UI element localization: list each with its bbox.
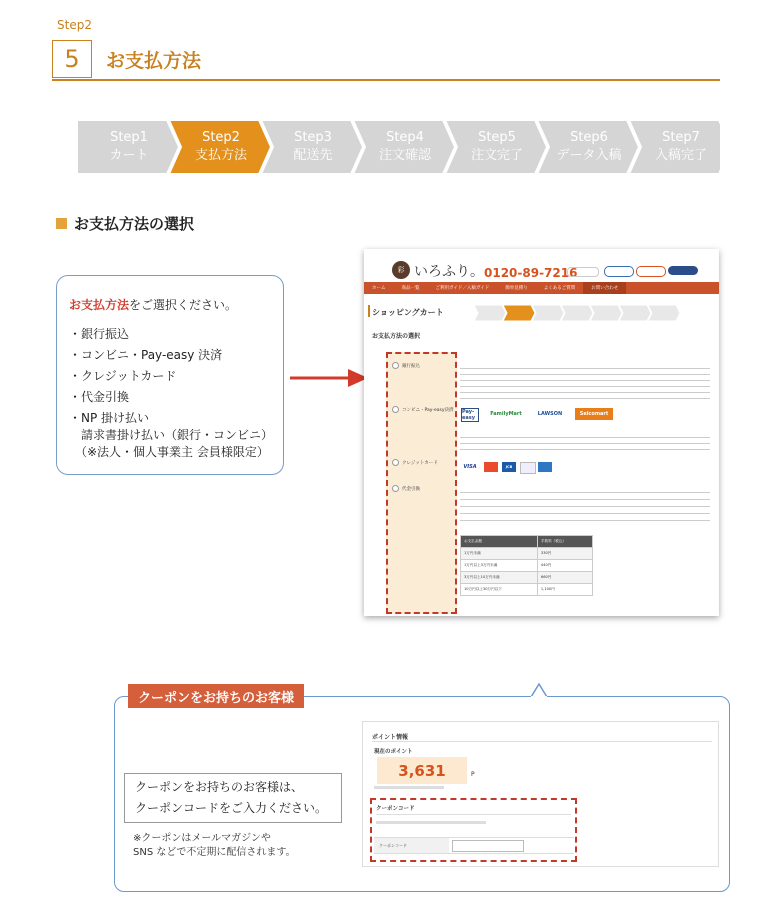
list-item-np — [69, 410, 273, 461]
coupon-note — [133, 832, 296, 860]
progress-step-label: データ入稿 — [556, 148, 622, 163]
option-label: 銀行振込 — [402, 364, 420, 369]
convenience-description — [460, 432, 710, 450]
table-row — [461, 560, 593, 572]
mini-step-shape — [590, 305, 622, 321]
progress-step-5 — [451, 120, 543, 174]
points-title: ポイント情報 — [372, 734, 409, 741]
table-row — [461, 584, 593, 596]
nav-item[interactable]: ご利用ガイド／入稿ガイド — [435, 286, 490, 291]
unavailable-note — [558, 462, 598, 472]
table-cell: 330円 — [537, 548, 592, 560]
progress-step-4 — [359, 120, 451, 174]
callout-lead-rest: をご選択ください。 — [129, 298, 238, 312]
table-row — [461, 548, 593, 560]
pay-easy-logo: Pay-easy — [461, 408, 479, 422]
title-rule — [52, 79, 720, 81]
progress-step-number: Step3 — [294, 130, 332, 145]
header-button[interactable] — [636, 266, 666, 277]
option-label: クレジットカード — [402, 461, 438, 466]
mini-progress — [474, 305, 704, 321]
familymart-logo: FamilyMart — [490, 411, 522, 417]
payment-method-callout — [56, 275, 284, 475]
points-label: 現在のポイント — [374, 749, 413, 755]
np-line2: 請求書掛け払い（銀行・コンビニ） — [81, 428, 274, 442]
table-row — [461, 536, 593, 548]
points-value: 3,631 — [377, 757, 467, 784]
amex-logo — [538, 462, 552, 472]
header-button[interactable] — [604, 266, 634, 277]
option-label: 代金引換 — [402, 487, 420, 492]
callout-lead — [69, 296, 237, 313]
mini-step-shape — [648, 305, 680, 321]
payment-page-screenshot — [364, 249, 719, 616]
table-cell: 440円 — [537, 560, 592, 572]
progress-step-label: 注文完了 — [470, 148, 523, 163]
progress-step-3 — [267, 120, 359, 174]
section-heading-text: お支払方法の選択 — [74, 215, 195, 233]
progress-step-number: Step2 — [202, 130, 240, 145]
coupon-note-line1: ※クーポンはメールマガジンや — [133, 833, 271, 844]
site-logo-text: いろふり。 — [414, 264, 484, 280]
table-cell: 1万円以上3万円未満 — [461, 560, 538, 572]
table-cell: 660円 — [537, 572, 592, 584]
callout-lead-emphasis: お支払方法 — [69, 298, 130, 312]
progress-step-number: Step5 — [478, 130, 516, 145]
highlight-dashed-frame — [370, 798, 577, 862]
mini-step-shape — [561, 305, 593, 321]
seicomart-logo: Seicomart — [575, 408, 613, 420]
progress-step-label: カート — [109, 148, 149, 163]
cart-button[interactable] — [668, 266, 698, 275]
mini-step-shape — [532, 305, 564, 321]
progress-step-7 — [635, 120, 727, 174]
diners-logo — [520, 462, 536, 474]
step-number-box: 5 — [52, 40, 92, 78]
checkout-progress — [77, 120, 720, 174]
progress-step-1 — [83, 120, 175, 174]
np-line3: （※法人・個人事業主 会員様限定） — [75, 445, 269, 459]
site-logo-icon: 彩 — [392, 261, 410, 279]
table-cell: 1万円未満 — [461, 548, 538, 560]
progress-step-2 — [175, 120, 267, 174]
site-nav — [364, 282, 719, 294]
phone-number: 0120-89-7216 — [484, 266, 578, 280]
nav-item[interactable]: よくあるご質問 — [543, 286, 576, 291]
arrow-right-icon — [290, 367, 370, 389]
page-title: お支払方法 — [106, 50, 202, 72]
mini-step-shape — [503, 305, 535, 321]
progress-step-6 — [543, 120, 635, 174]
list-item: ・代金引換 — [69, 390, 130, 404]
payment-select-heading: お支払方法の選択 — [372, 333, 421, 340]
coupon-tag: クーポンをお持ちのお客様 — [128, 684, 304, 708]
nav-item[interactable]: ホーム — [372, 286, 386, 291]
square-bullet-icon — [56, 218, 67, 229]
progress-step-number: Step4 — [386, 130, 424, 145]
jcb-logo: JCB — [502, 462, 516, 472]
table-cell: お支払金額 — [461, 536, 538, 548]
table-cell: 手数料（税込） — [537, 536, 592, 548]
nav-item[interactable]: 商品一覧 — [401, 286, 420, 291]
option-label: コンビニ・Pay-easy決済 — [402, 408, 454, 413]
progress-step-label: 入稿完了 — [654, 148, 707, 163]
progress-step-number: Step6 — [570, 130, 608, 145]
progress-step-label: 注文確認 — [378, 148, 431, 163]
highlight-dashed-frame — [386, 352, 457, 614]
list-item: ・銀行振込 — [69, 327, 130, 341]
table-cell: 1,100円 — [537, 584, 592, 596]
table-row — [461, 572, 593, 584]
coupon-form-screenshot — [362, 721, 719, 867]
coupon-instruction-box — [124, 773, 342, 823]
site-header — [364, 249, 719, 282]
frame-notch-icon — [531, 683, 547, 699]
cart-title-bar — [368, 305, 370, 317]
mastercard-logo — [484, 462, 498, 472]
progress-step-label: 支払方法 — [194, 148, 247, 163]
table-cell: 10万円以上30万円以下 — [461, 584, 538, 596]
list-item: ・クレジットカード — [69, 369, 177, 383]
coupon-instruction-line2: クーポンコードをご入力ください。 — [135, 801, 328, 815]
payment-method-list — [69, 326, 273, 465]
coupon-note-line2: SNS などで不定期に配信されます。 — [133, 847, 296, 858]
search-input[interactable] — [567, 267, 599, 277]
points-note — [374, 786, 444, 789]
progress-step-label: 配送先 — [293, 148, 333, 163]
coupon-instruction-line1: クーポンをお持ちのお客様は、 — [135, 780, 304, 794]
visa-logo: VISA — [463, 464, 477, 470]
mini-step-shape — [474, 305, 506, 321]
cod-description — [460, 486, 710, 526]
progress-step-number: Step7 — [662, 130, 700, 145]
list-item: ・コンビニ・Pay-easy 決済 — [69, 348, 223, 362]
bank-description — [460, 363, 710, 401]
divider — [372, 741, 712, 742]
cod-fee-table — [460, 535, 593, 596]
cart-title: ショッピングカート — [372, 308, 444, 317]
nav-item[interactable]: 簡単見積り — [505, 286, 528, 291]
step-label: Step2 — [57, 18, 92, 32]
coupon-code-label: クーポンコード — [374, 838, 449, 853]
table-cell: 3万円以上10万円未満 — [461, 572, 538, 584]
coupon-code-title: クーポンコード — [376, 806, 415, 812]
section-heading — [56, 213, 194, 234]
nav-item[interactable]: お問い合わせ — [583, 282, 626, 294]
progress-step-number: Step1 — [110, 130, 148, 145]
mini-step-shape — [619, 305, 651, 321]
points-unit: P — [471, 771, 475, 778]
np-line1: ・NP 掛け払い — [69, 411, 150, 425]
lawson-logo: LAWSON — [537, 411, 563, 417]
